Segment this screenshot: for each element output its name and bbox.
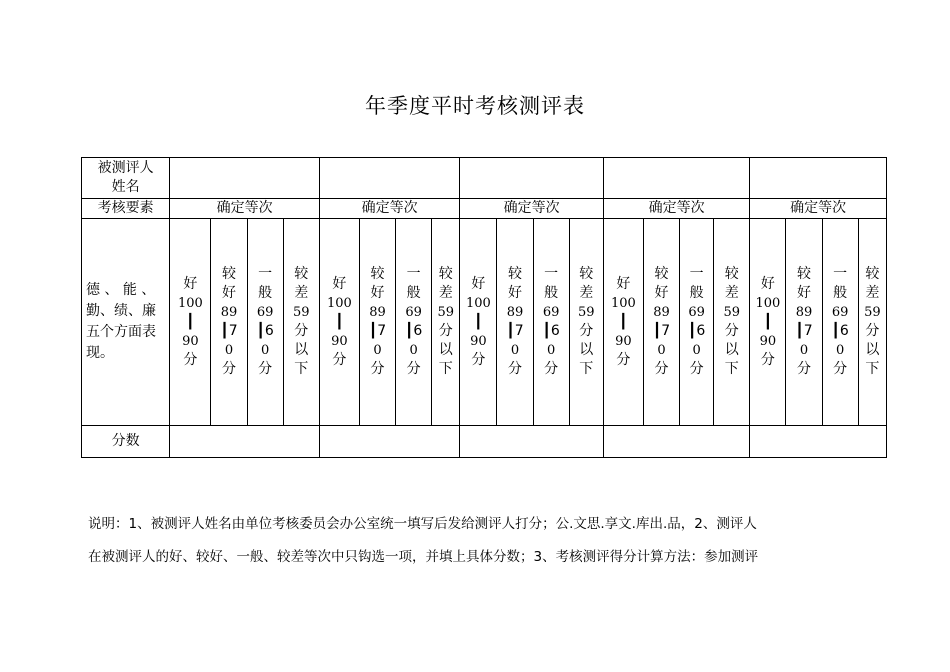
grade-label-char: 好 — [760, 275, 775, 292]
grade-poor-cell[interactable] — [569, 219, 603, 426]
grade-label-char: ┃ — [763, 313, 773, 330]
grade-label-char: 好 — [332, 275, 347, 292]
grade-label-char: 好 — [616, 275, 631, 292]
grade-label-char: ┃6 — [831, 323, 849, 339]
grade-label-char: ┃7 — [652, 323, 671, 339]
grade-poor-cell[interactable] — [432, 219, 460, 426]
grade-label-char: 90 — [470, 333, 487, 349]
grade-label-char: 59 — [437, 305, 455, 320]
grade-label-char: 下 — [438, 361, 453, 377]
grade-label-char: 分 — [508, 361, 523, 377]
grade-label-char: 分 — [865, 323, 880, 339]
grade-label-char: 59 — [864, 305, 881, 320]
factor-description — [82, 219, 170, 426]
grade-label-char: 0 — [224, 343, 234, 358]
grade-label-char: ┃ — [474, 313, 483, 330]
grade-label-char: 90 — [182, 333, 199, 349]
grade-label-char: 69 — [542, 305, 560, 320]
grade-label-char: 般 — [833, 285, 848, 301]
name-input-cell-1[interactable] — [170, 158, 320, 199]
grade-label-char: 一 — [689, 266, 704, 282]
grade-label-char: 一 — [406, 266, 421, 282]
grade-label-char: 0 — [373, 343, 382, 358]
group-header-2: 确定等次 — [319, 199, 459, 219]
grade-label-char: 69 — [688, 305, 705, 320]
score-input-cell-4[interactable] — [603, 426, 750, 458]
grade-fairly-good-cell[interactable] — [211, 219, 247, 426]
grade-label-char: 好 — [471, 275, 486, 292]
grade-good-cell[interactable] — [603, 219, 643, 426]
grade-label-char: 89 — [220, 305, 238, 320]
grade-label-char: 分 — [616, 351, 631, 368]
grade-fairly-good-cell[interactable] — [786, 219, 822, 426]
name-input-cell-5[interactable] — [750, 158, 887, 199]
grade-label-char: 89 — [506, 305, 524, 320]
grade-label-char: 分 — [183, 351, 198, 368]
grade-average-cell[interactable] — [533, 219, 569, 426]
grade-poor-cell[interactable] — [714, 219, 750, 426]
grade-label-char: 分 — [689, 361, 704, 377]
score-input-cell-1[interactable] — [170, 426, 320, 458]
name-label-cell — [82, 158, 170, 199]
grade-label-char: 100 — [610, 295, 636, 311]
grade-label-char: 100 — [465, 295, 491, 311]
score-input-cell-5[interactable] — [750, 426, 887, 458]
grade-label-char: 59 — [577, 305, 595, 320]
grade-label-char: 较 — [797, 266, 812, 282]
grade-label-char: 0 — [799, 343, 809, 358]
grade-label-char: 好 — [222, 285, 237, 301]
description-line: 德 、 能 、 — [86, 282, 156, 298]
grade-label-char: 69 — [256, 305, 274, 320]
grade-label-char: 0 — [547, 343, 556, 358]
grade-label-char: 较 — [508, 266, 523, 282]
grade-label-char: 0 — [510, 343, 520, 358]
grade-label-char: 69 — [405, 305, 422, 320]
grade-label-char: ┃6 — [687, 323, 706, 339]
grade-label-char: 89 — [369, 305, 386, 320]
grade-label-char: 90 — [615, 333, 632, 349]
grade-label-char: 下 — [865, 361, 880, 377]
grade-label-char: 100 — [177, 295, 203, 311]
name-input-cell-3[interactable] — [460, 158, 604, 199]
grade-label-char: 分 — [294, 323, 309, 339]
grade-label-char: 一 — [258, 266, 273, 282]
grade-label-char: 较 — [370, 266, 385, 282]
grade-label-char: 以 — [294, 342, 309, 358]
grade-fairly-good-cell[interactable] — [643, 219, 679, 426]
grade-label-char: 般 — [406, 285, 421, 301]
grade-average-cell[interactable] — [396, 219, 432, 426]
grade-label-char: 0 — [692, 343, 701, 358]
grade-label-char: ┃7 — [220, 323, 238, 339]
grade-average-cell[interactable] — [680, 219, 714, 426]
factor-label: 考核要素 — [82, 199, 170, 219]
grade-label-char: 较 — [438, 266, 453, 282]
grade-label-char: 较 — [294, 266, 309, 282]
grade-label-char: 59 — [293, 305, 310, 320]
group-header-3: 确定等次 — [460, 199, 604, 219]
grade-label-char: 90 — [759, 333, 777, 349]
grade-label-char: 好 — [508, 285, 523, 301]
grade-label-char: 一 — [544, 266, 559, 282]
grade-label-char: 分 — [438, 323, 453, 339]
grade-poor-cell[interactable] — [283, 219, 319, 426]
score-input-cell-2[interactable] — [319, 426, 459, 458]
grade-label-char: 以 — [438, 342, 453, 358]
grade-label-char: ┃6 — [256, 323, 274, 339]
name-label-line2: 姓名 — [111, 179, 140, 195]
grade-fairly-good-cell[interactable] — [359, 219, 395, 426]
group-header-4: 确定等次 — [603, 199, 750, 219]
grade-average-cell[interactable] — [247, 219, 283, 426]
grade-label-char: 较 — [654, 266, 669, 282]
grade-label-char: ┃ — [186, 313, 195, 330]
grade-label-char: 般 — [544, 285, 559, 301]
grade-label-char: 下 — [579, 361, 594, 377]
grade-label-char: 较 — [579, 266, 594, 282]
grade-label-char: 般 — [689, 285, 704, 301]
grade-label-char: 一 — [833, 266, 848, 282]
grade-label-char: 分 — [258, 361, 273, 377]
grade-label-char: ┃6 — [542, 323, 560, 339]
grade-good-cell[interactable] — [170, 219, 211, 426]
grade-label-char: 分 — [579, 323, 594, 339]
grade-label-char: 分 — [833, 361, 848, 377]
grade-label-char: 分 — [724, 323, 739, 339]
grade-fairly-good-cell[interactable] — [497, 219, 533, 426]
name-label-line1: 被测评人 — [97, 160, 154, 176]
grade-label-char: 59 — [723, 305, 741, 320]
grade-label-char: 差 — [579, 285, 594, 301]
grade-label-char: 100 — [327, 295, 352, 311]
grade-label-char: 69 — [831, 305, 849, 320]
grade-label-char: ┃6 — [405, 323, 423, 339]
grade-label-char: 89 — [795, 305, 813, 320]
grade-label-char: 好 — [654, 285, 669, 301]
description-line: 五个方面表 — [86, 324, 156, 340]
grade-label-char: 差 — [438, 285, 453, 301]
grade-label-char: 0 — [261, 343, 270, 358]
grade-label-char: 下 — [724, 361, 739, 377]
grade-label-char: 分 — [370, 361, 385, 377]
grade-label-char: 分 — [797, 361, 812, 377]
name-input-cell-4[interactable] — [603, 158, 750, 199]
grade-label-char: 般 — [258, 285, 273, 301]
description-line: 勤、绩、廉 — [86, 303, 156, 319]
note-line-1: 说明：1、被测评人姓名由单位考核委员会办公室统一填写后发给测评人打分；公.文思.享文.库出.品，2、测评人 — [88, 516, 757, 532]
score-input-cell-3[interactable] — [460, 426, 604, 458]
grade-label-char: 下 — [294, 361, 309, 377]
name-input-cell-2[interactable] — [319, 158, 459, 199]
evaluation-table — [81, 157, 887, 458]
grade-label-char: ┃ — [335, 313, 344, 330]
grade-label-char: 分 — [654, 361, 669, 377]
grade-label-char: 89 — [653, 305, 670, 320]
grade-label-char: ┃7 — [795, 323, 813, 339]
grade-label-char: 以 — [865, 342, 880, 358]
grade-label-char: 分 — [332, 351, 347, 368]
grade-label-char: 以 — [579, 342, 594, 358]
grade-label-char: 差 — [865, 285, 880, 301]
grade-label-char: 0 — [836, 343, 845, 358]
page-title: 年季度平时考核测评表 — [365, 94, 585, 118]
grade-label-char: 好 — [370, 285, 385, 301]
grade-label-char: 分 — [471, 351, 486, 368]
grade-label-char: 好 — [183, 275, 198, 292]
grade-poor-cell[interactable] — [858, 219, 886, 426]
grade-good-cell[interactable] — [319, 219, 359, 426]
grade-good-cell[interactable] — [460, 219, 497, 426]
grade-label-char: ┃7 — [368, 323, 387, 339]
grade-label-char: 0 — [657, 343, 666, 358]
grade-label-char: ┃ — [619, 313, 628, 330]
grade-good-cell[interactable] — [750, 219, 786, 426]
grade-label-char: 90 — [331, 333, 348, 349]
grade-label-char: 较 — [865, 266, 880, 282]
grade-label-char: 分 — [406, 361, 421, 377]
grade-label-char: 以 — [724, 342, 739, 358]
instructions-note — [88, 508, 878, 574]
grade-label-char: 0 — [409, 343, 418, 358]
group-header-1: 确定等次 — [170, 199, 320, 219]
grade-label-char: 较 — [222, 266, 237, 282]
group-header-5: 确定等次 — [750, 199, 887, 219]
description-line: 现。 — [86, 345, 114, 361]
grade-label-char: 分 — [760, 351, 775, 368]
grade-label-char: 差 — [294, 285, 309, 301]
score-label: 分数 — [82, 426, 170, 458]
grade-label-char: 分 — [222, 361, 237, 377]
grade-label-char: ┃7 — [506, 323, 524, 339]
grade-label-char: 差 — [724, 285, 739, 301]
grade-label-char: 好 — [797, 285, 812, 301]
grade-average-cell[interactable] — [822, 219, 858, 426]
grade-label-char: 较 — [724, 266, 739, 282]
note-line-2: 在被测评人的好、较好、一般、较差等次中只钩选一项，并填上具体分数；3、考核测评得分计算方法：参加测评 — [88, 549, 759, 565]
grade-label-char: 100 — [755, 295, 781, 311]
grade-label-char: 分 — [544, 361, 559, 377]
